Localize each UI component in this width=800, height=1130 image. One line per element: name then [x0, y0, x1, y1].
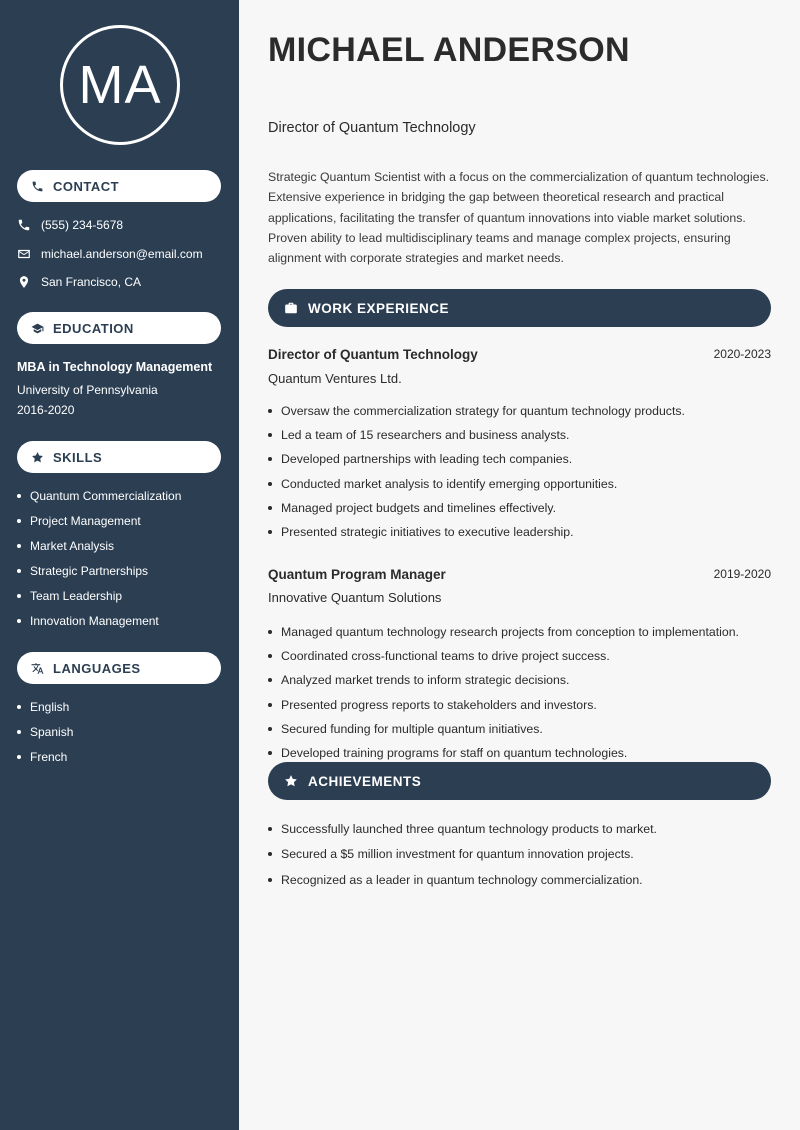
skill-item: Project Management — [17, 508, 181, 533]
skill-item: Innovation Management — [17, 608, 181, 633]
job-dates: 2020-2023 — [713, 347, 771, 361]
job-bullet: Analyzed market trends to inform strategic decisions. — [268, 668, 778, 692]
location-text: San Francisco, CA — [41, 275, 142, 289]
skills-heading — [17, 441, 221, 473]
headline-title: Director of Quantum Technology — [268, 120, 476, 136]
translate-icon — [31, 662, 44, 675]
skill-item: Strategic Partnerships — [17, 558, 181, 583]
job-bullets — [268, 620, 778, 765]
contact-heading-label: CONTACT — [53, 178, 120, 194]
education-years: 2016-2020 — [17, 403, 75, 417]
achievement-item: Secured a $5 million investment for quantum innovation projects. — [268, 842, 778, 868]
job-bullets — [268, 399, 778, 544]
graduation-cap-icon — [31, 322, 44, 335]
summary-paragraph: Strategic Quantum Scientist with a focus on the commercialization of quantum technologies. Extensive experience in bridging the gap between theoretical research and practical applications, facilitating the transfer of quantum innovations into viable market solutions. Proven ability to lead multidisciplinary teams and manage complex projects, ensuring alignment with corporate strategies and market needs. — [268, 170, 770, 266]
job-bullet: Managed quantum technology research projects from conception to implementation. — [268, 620, 778, 644]
language-item: French — [17, 744, 73, 769]
achievements-list — [268, 816, 778, 893]
education-heading-label: EDUCATION — [53, 320, 134, 336]
star-icon — [284, 774, 298, 788]
achievement-item: Successfully launched three quantum technology products to market. — [268, 816, 778, 842]
email-address: michael.anderson@email.com — [41, 247, 203, 261]
skill-item: Team Leadership — [17, 583, 181, 608]
star-icon — [31, 451, 44, 464]
education-degree: MBA in Technology Management — [17, 360, 213, 374]
job-bullet: Led a team of 15 researchers and business analysts. — [268, 423, 778, 447]
briefcase-icon — [284, 301, 298, 315]
language-item: English — [17, 694, 73, 719]
phone-number: (555) 234-5678 — [41, 218, 124, 232]
phone-icon — [31, 180, 44, 193]
education-heading — [17, 312, 221, 344]
job-bullet: Coordinated cross-functional teams to drive project success. — [268, 644, 778, 668]
skill-item: Quantum Commercialization — [17, 483, 181, 508]
languages-heading-label: LANGUAGES — [53, 660, 141, 676]
full-name: MICHAEL ANDERSON — [268, 31, 630, 69]
job-bullet: Secured funding for multiple quantum initiatives. — [268, 717, 778, 741]
mail-icon — [17, 247, 31, 261]
main-content — [239, 0, 800, 1130]
contact-email — [17, 247, 203, 261]
languages-heading — [17, 652, 221, 684]
job-role: Quantum Program Manager — [268, 567, 446, 582]
avatar: MA — [60, 25, 180, 145]
job-bullet: Developed training programs for staff on quantum technologies. — [268, 741, 778, 765]
contact-phone — [17, 218, 123, 232]
job-bullet: Presented progress reports to stakeholders and investors. — [268, 693, 778, 717]
sidebar — [0, 0, 239, 1130]
contact-location — [17, 275, 141, 289]
job-bullet: Managed project budgets and timelines effectively. — [268, 496, 778, 520]
job-bullet: Oversaw the commercialization strategy for quantum technology products. — [268, 399, 778, 423]
phone-icon — [17, 218, 31, 232]
achievements-heading — [268, 762, 771, 800]
achievements-heading-label: ACHIEVEMENTS — [308, 773, 422, 789]
job-role: Director of Quantum Technology — [268, 347, 478, 362]
contact-heading — [17, 170, 221, 202]
skill-item: Market Analysis — [17, 533, 181, 558]
education-school: University of Pennsylvania — [17, 383, 158, 397]
skills-heading-label: SKILLS — [53, 449, 103, 465]
language-item: Spanish — [17, 719, 73, 744]
job-dates: 2019-2020 — [713, 567, 771, 581]
work-experience-heading-label: WORK EXPERIENCE — [308, 300, 450, 316]
job-bullet: Developed partnerships with leading tech companies. — [268, 447, 778, 471]
job-company: Quantum Ventures Ltd. — [268, 371, 402, 386]
work-experience-heading — [268, 289, 771, 327]
achievement-item: Recognized as a leader in quantum technology commercialization. — [268, 867, 778, 893]
languages-list — [17, 694, 73, 769]
skills-list — [17, 483, 181, 633]
job-bullet: Presented strategic initiatives to executive leadership. — [268, 520, 778, 544]
job-bullet: Conducted market analysis to identify emerging opportunities. — [268, 472, 778, 496]
job-company: Innovative Quantum Solutions — [268, 590, 442, 605]
location-pin-icon — [17, 275, 31, 289]
